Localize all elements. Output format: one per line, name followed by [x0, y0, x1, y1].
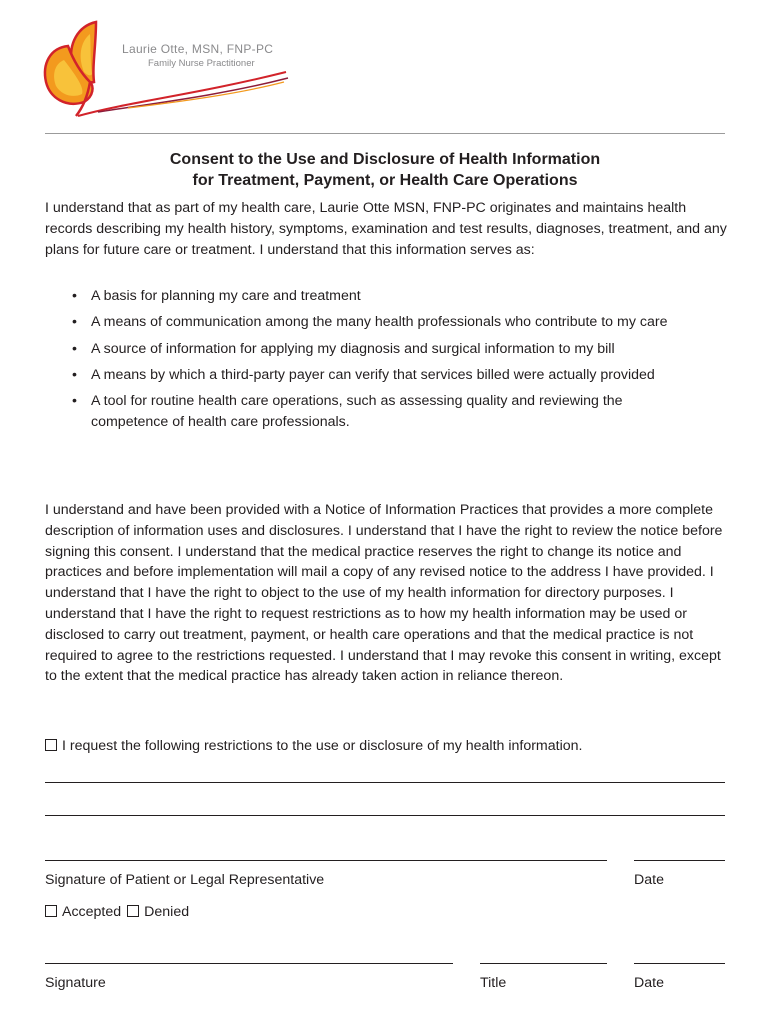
list-item-text: A source of information for applying my diagnosis and surgical information to my bill: [91, 340, 615, 357]
list-item-text: A tool for routine health care operations, such as assessing quality and reviewing the competence of health care professionals.: [91, 393, 623, 430]
patient-date-label: Date: [634, 872, 664, 888]
staff-signature-line[interactable]: [45, 963, 453, 964]
restriction-checkbox[interactable]: [45, 739, 57, 751]
purpose-list: [72, 286, 692, 438]
accepted-label: Accepted: [62, 904, 122, 920]
patient-signature-line[interactable]: [45, 860, 607, 861]
list-item: • A basis for planning my care and treatment: [72, 288, 361, 304]
patient-date-line[interactable]: [634, 860, 725, 861]
notice-paragraph: I understand and have been provided with a Notice of Information Practices that provides a more complete description of information uses and disclosures. I understand that I have the right to review the notice before signing this consent. I understand that the medical practice reserves the right to change its notice and practices and before implementation will mail a copy of any revised notice to the address I have provided. I understand that I have the right to object to the use of my health information for directory purposes. I understand that I have the right to request restrictions as to how my health information may be used or disclosed to carry out treatment, payment, or health care operations and that the medical practice is not required to agree to the restrictions requested. I understand that I may revoke this consent in writing, except to the extent that the medical practice has already taken action in reliance thereon.: [45, 502, 723, 685]
list-item: • A tool for routine health care operations, such as assessing quality and reviewing the competence of health care professionals.: [72, 393, 623, 430]
page-title: [45, 149, 725, 191]
staff-signature-label: Signature: [45, 975, 106, 991]
staff-title-label: Title: [480, 975, 507, 991]
list-item-text: A basis for planning my care and treatment: [91, 288, 361, 304]
restriction-line-1[interactable]: [45, 782, 725, 783]
list-item: • A means of communication among the many health professionals who contribute to my care: [72, 314, 668, 331]
restriction-line-2[interactable]: [45, 815, 725, 816]
title-line-1: Consent to the Use and Disclosure of Health Information: [169, 151, 601, 168]
letterhead: [0, 0, 770, 130]
title-line-2: for Treatment, Payment, or Health Care Operations: [192, 172, 578, 189]
staff-title-line[interactable]: [480, 963, 607, 964]
list-item: • A means by which a third-party payer can verify that services billed were actually provided: [72, 366, 655, 383]
list-item-text: A means of communication among the many health professionals who contribute to my care: [91, 314, 668, 331]
restriction-label: I request the following restrictions to the use or disclosure of my health information.: [62, 738, 583, 754]
denied-label: Denied: [144, 904, 190, 920]
butterfly-logo-icon: [38, 16, 298, 126]
restriction-request: [45, 736, 582, 756]
practitioner-title: Family Nurse Practitioner: [148, 58, 255, 69]
staff-date-line[interactable]: [634, 963, 725, 964]
accepted-checkbox[interactable]: [45, 905, 57, 917]
patient-signature-label: Signature of Patient or Legal Representative: [45, 872, 325, 888]
decision-row: [45, 903, 189, 921]
intro-paragraph: I understand that as part of my health care, Laurie Otte MSN, FNP-PC originates and maintains health records describing my health history, symptoms, examination and test results, diagnoses, treatment, and any plans for future care or treatment. I understand that this information serves as:: [45, 200, 727, 258]
practitioner-name: Laurie Otte, MSN, FNP-PC: [122, 42, 274, 56]
header-divider: [45, 133, 725, 134]
list-item: • A source of information for applying my diagnosis and surgical information to my bill: [72, 340, 615, 357]
list-item-text: A means by which a third-party payer can verify that services billed were actually provided: [91, 366, 655, 383]
denied-checkbox[interactable]: [127, 905, 139, 917]
staff-date-label: Date: [634, 975, 664, 991]
